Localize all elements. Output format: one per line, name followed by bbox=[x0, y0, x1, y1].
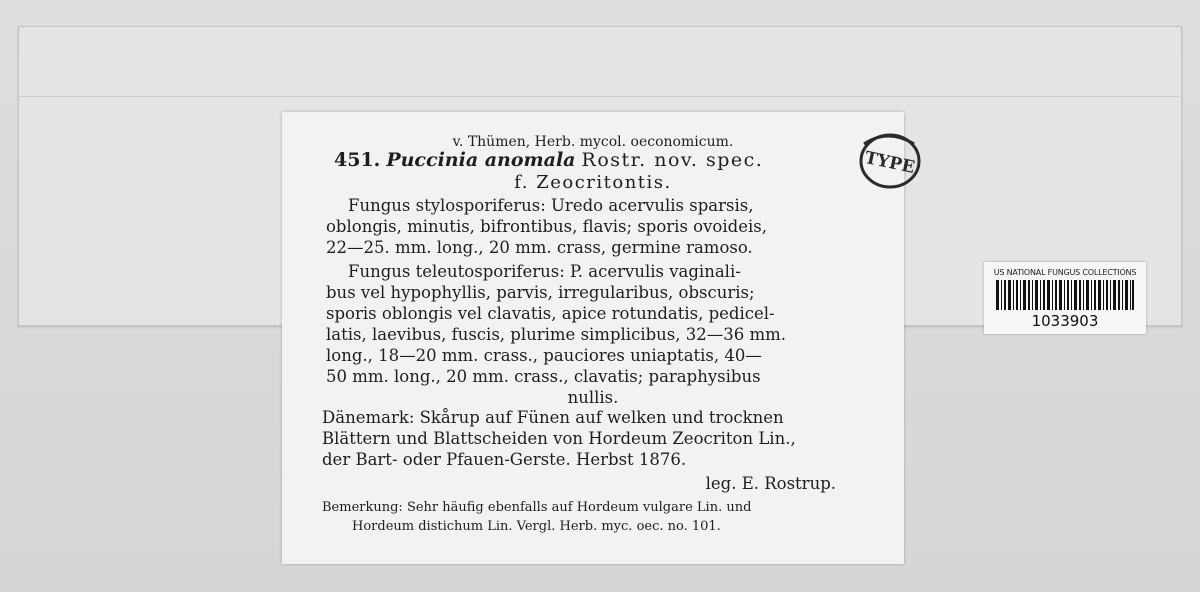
teleuto-line-7: nullis. bbox=[567, 388, 619, 407]
locality-line-3: der Bart- oder Pfauen-Gerste. Herbst 1876. bbox=[322, 450, 687, 469]
collection-name: US NATIONAL FUNGUS COLLECTIONS bbox=[993, 268, 1137, 277]
teleuto-line-3: sporis oblongis vel clavatis, apice rotundatis, pedicel- bbox=[326, 304, 775, 323]
remark-line-2: Hordeum distichum Lin. Vergl. Herb. myc. oec. no. 101. bbox=[352, 519, 721, 534]
taxon-title bbox=[334, 149, 763, 171]
type-stamp bbox=[858, 130, 922, 190]
locality-line-1: Dänemark: Skårup auf Fünen auf welken und trocknen bbox=[322, 408, 784, 427]
type-stamp-graphic bbox=[858, 130, 922, 190]
stylo-line-1: Fungus stylosporiferus: Uredo acervulis sparsis, bbox=[348, 196, 754, 215]
exsiccata-number: 451. bbox=[334, 149, 381, 171]
stylo-line-3: 22—25. mm. long., 20 mm. crass, germine ramoso. bbox=[326, 238, 753, 257]
stylo-line-2: oblongis, minutis, bifrontibus, flavis; sporis ovoideis, bbox=[326, 217, 767, 236]
barcode-card bbox=[984, 262, 1146, 334]
teleuto-line-4: latis, laevibus, fuscis, plurime simplicibus, 32—36 mm. bbox=[326, 325, 787, 344]
taxon-name: Puccinia anomala bbox=[386, 149, 576, 171]
locality-line-2: Blättern und Blattscheiden von Hordeum Zeocriton Lin., bbox=[322, 429, 796, 448]
teleuto-line-6: 50 mm. long., 20 mm. crass., clavatis; paraphysibus bbox=[326, 367, 761, 386]
taxon-authority: Rostr. nov. spec. bbox=[581, 149, 764, 171]
barcode-icon bbox=[996, 280, 1134, 310]
herbarium-line: v. Thümen, Herb. mycol. oeconomicum. bbox=[452, 134, 734, 150]
collector-line: leg. E. Rostrup. bbox=[705, 474, 836, 493]
teleuto-line-5: long., 18—20 mm. crass., pauciores uniaptatis, 40— bbox=[326, 346, 762, 365]
catalog-number: 1033903 bbox=[1031, 312, 1099, 330]
teleuto-line-2: bus vel hypophyllis, parvis, irregularibus, obscuris; bbox=[326, 283, 755, 302]
teleuto-line-1: Fungus teleutosporiferus: P. acervulis vaginali- bbox=[348, 262, 741, 281]
type-stamp-text: TYPE bbox=[862, 147, 917, 178]
remark-line-1: Bemerkung: Sehr häufig ebenfalls auf Hordeum vulgare Lin. und bbox=[322, 500, 752, 515]
taxon-forma: f. Zeocritontis. bbox=[514, 172, 672, 193]
packet-fold-line bbox=[18, 96, 1180, 97]
specimen-label bbox=[282, 112, 904, 564]
